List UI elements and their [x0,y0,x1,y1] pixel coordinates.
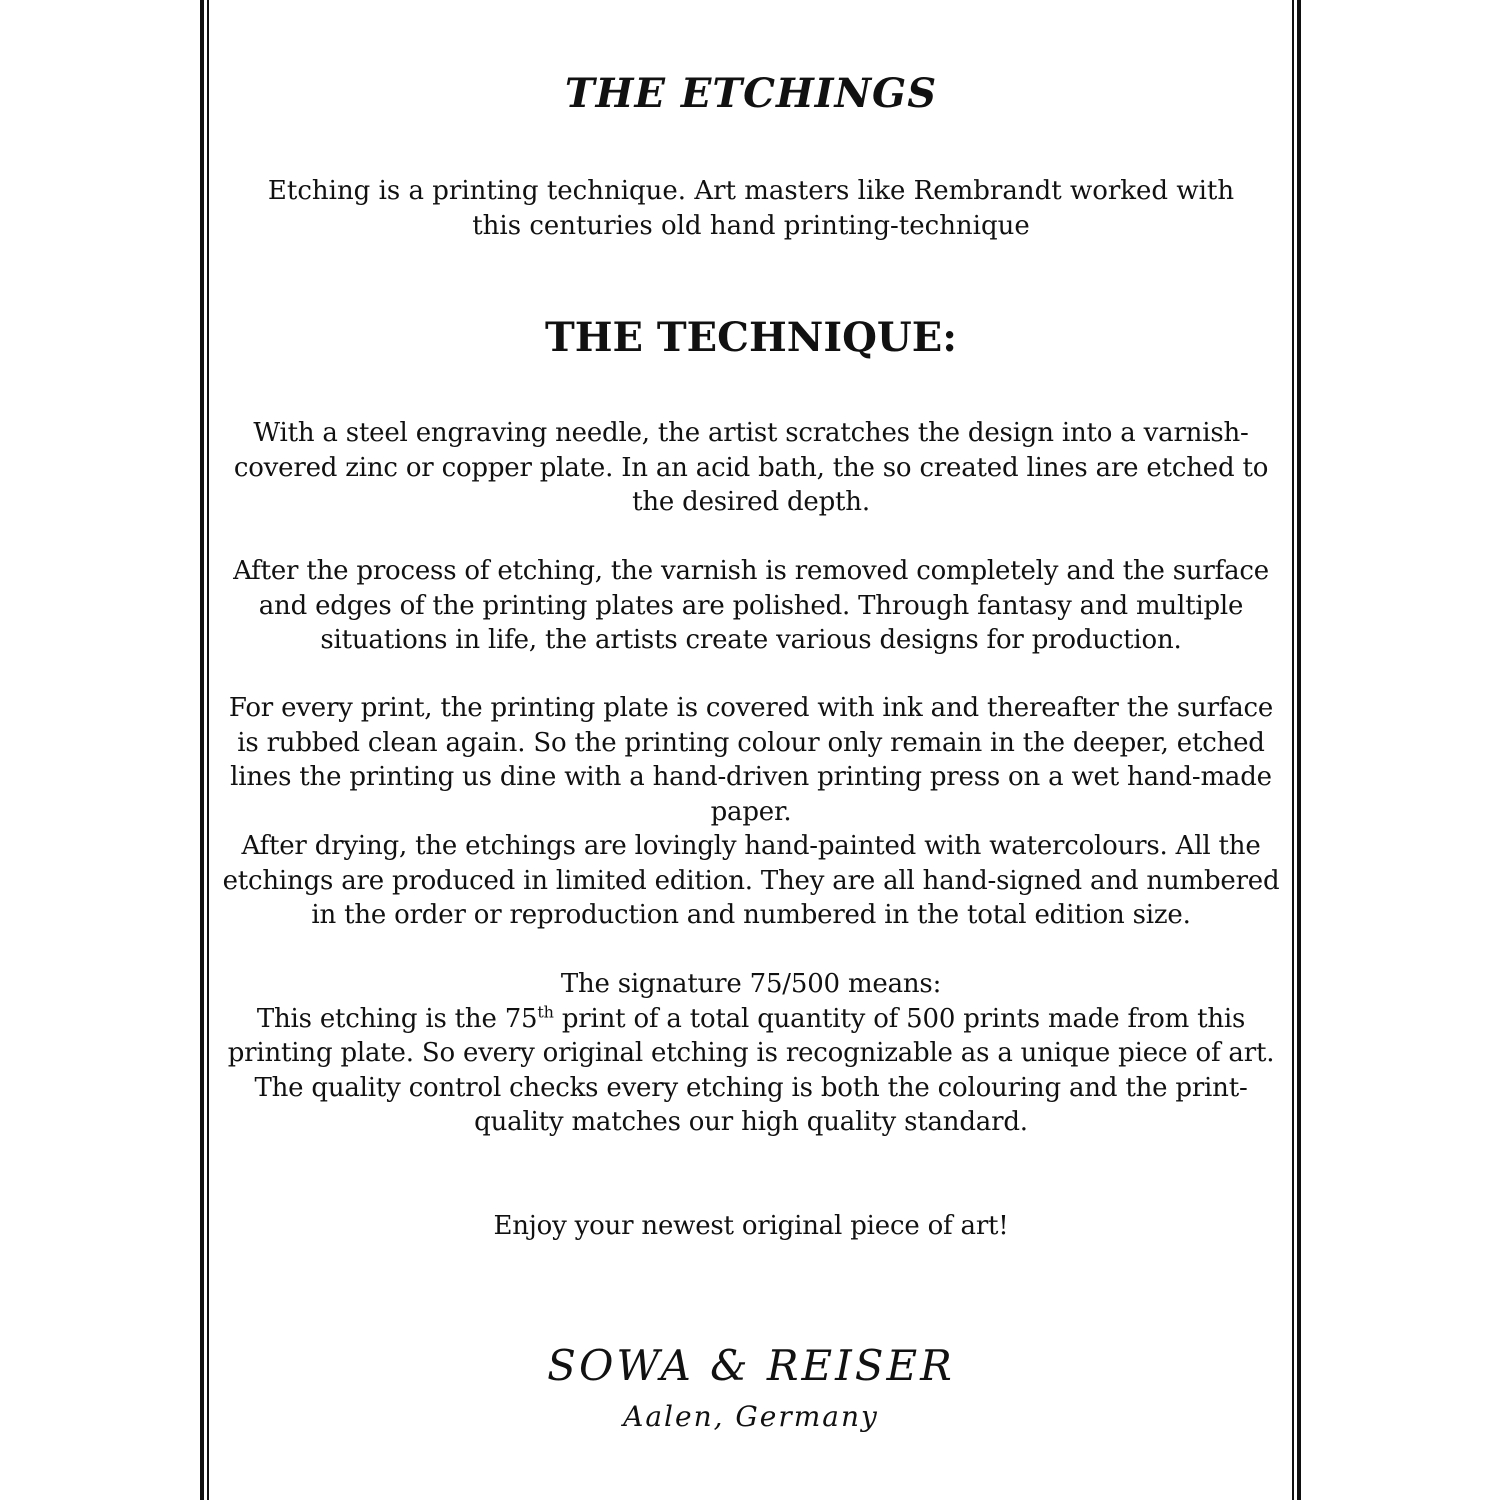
signature-heading-line: The signature 75/500 means: [560,969,942,999]
technique-heading: THE TECHNIQUE: [544,314,958,361]
closing-line: Enjoy your newest original piece of art! [493,1211,1009,1241]
ordinal-superscript: th [537,1001,554,1021]
brand-location: Aalen, Germany [623,1400,879,1433]
intro-paragraph: Etching is a printing technique. Art masters like Rembrandt worked with this centuries old hand printing-technique [267,176,1235,241]
quality-control-line: The quality control checks every etching is both the colouring and the print-quality matches our high quality standard. [254,1072,1248,1137]
border-outer-right [1297,0,1301,1500]
brand-name: SOWA & REISER [547,1341,955,1390]
signature-text-after: print of a total quantity of 500 prints made from this printing plate. So every original etching is recognizable as a unique piece of art. [227,1003,1275,1068]
signature-explanation [215,967,1287,1140]
border-inner-right [1292,0,1294,1500]
border-inner-left [207,0,209,1500]
document-title: THE ETCHINGS [564,70,938,117]
signature-text-before: This etching is the 75 [256,1003,538,1034]
paragraph-printing: For every print, the printing plate is covered with ink and thereafter the surface is rubbed clean again. So the printing colour only remain in the deeper, etched lines the printing us dine with a hand-driven printing press on a wet hand-made paper. [228,693,1274,827]
paragraph-engraving: With a steel engraving needle, the artist scratches the design into a varnish-covered zinc or copper plate. In an acid bath, the so created lines are etched to the desired depth. [233,418,1269,517]
paragraph-polishing: After the process of etching, the varnish is removed completely and the surface and edges of the printing plates are polished. Through fantasy and multiple situations in life, the artists create various designs for production. [233,556,1269,655]
border-outer-left [200,0,204,1500]
paragraph-painting: After drying, the etchings are lovingly hand-painted with watercolours. All the etchings are produced in limited edition. They are all hand-signed and numbered in the order or reproduction and numbered in the total edition size. [222,831,1280,930]
